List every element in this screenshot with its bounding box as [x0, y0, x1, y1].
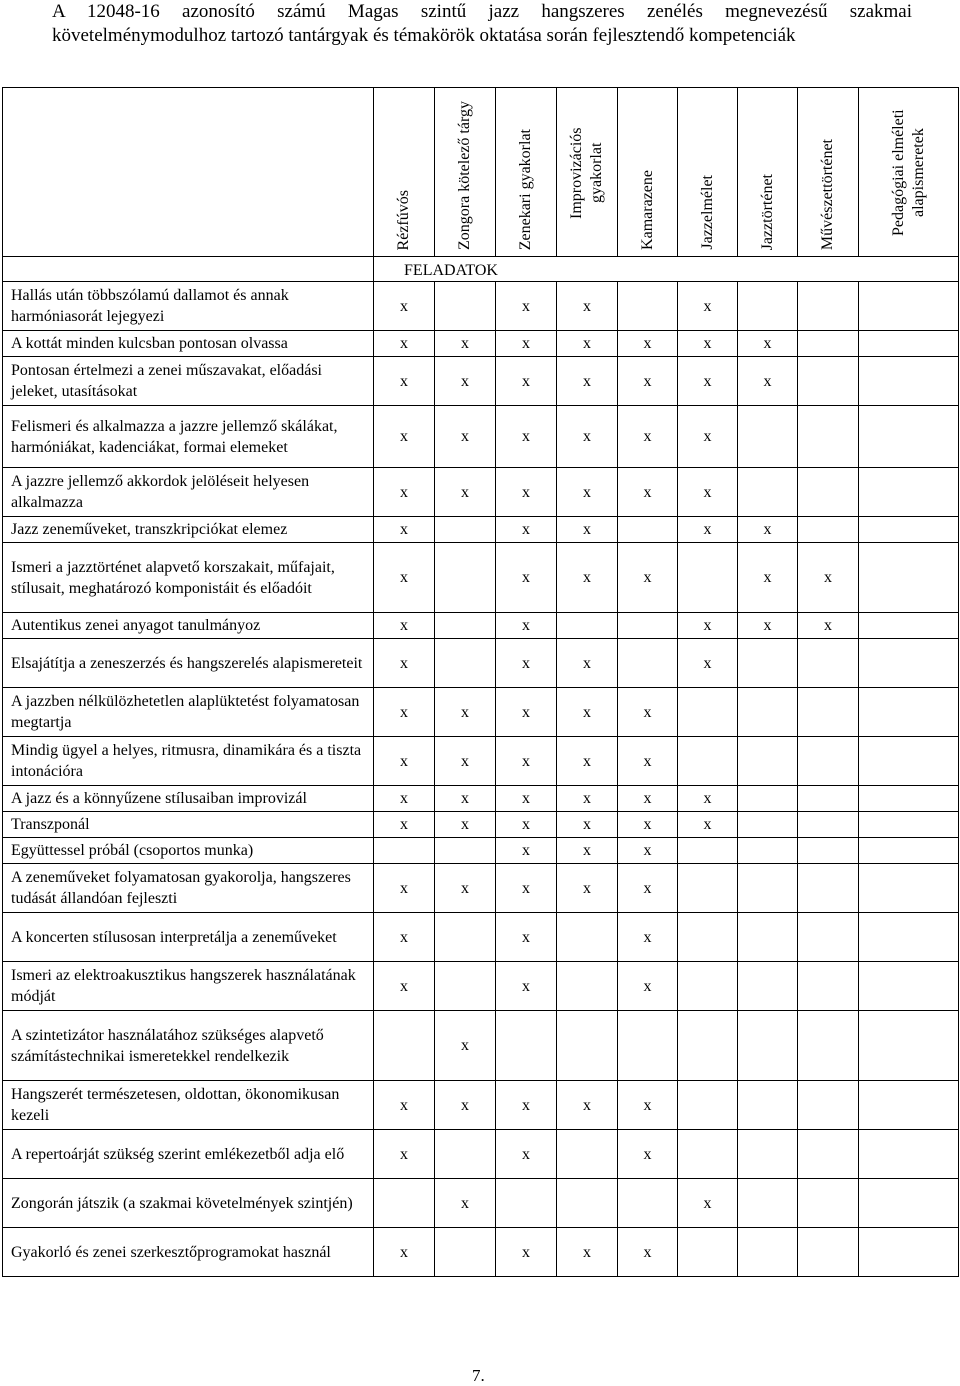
- mark-cell: [798, 406, 859, 468]
- mark-cell: x: [496, 331, 557, 357]
- mark-cell: [738, 737, 798, 786]
- mark-cell: [859, 468, 959, 517]
- mark-cell: [496, 1179, 557, 1228]
- mark-cell: [798, 1179, 859, 1228]
- mark-cell: [618, 613, 678, 639]
- mark-cell: x: [374, 517, 435, 543]
- table-row: [3, 737, 959, 786]
- mark-cell: [374, 1179, 435, 1228]
- mark-cell: [798, 812, 859, 838]
- mark-cell: [678, 864, 738, 913]
- mark-cell: x: [496, 1228, 557, 1277]
- mark-cell: [798, 838, 859, 864]
- mark-cell: x: [435, 357, 496, 406]
- column-header: [618, 88, 678, 257]
- mark-cell: [678, 1228, 738, 1277]
- task-cell: A jazz és a könnyűzene stílusaiban improvizál: [3, 786, 374, 812]
- mark-cell: x: [496, 639, 557, 688]
- section-label: [374, 257, 959, 282]
- mark-cell: [374, 838, 435, 864]
- mark-cell: x: [435, 1179, 496, 1228]
- mark-cell: x: [435, 786, 496, 812]
- task-cell: Ismeri a jazztörténet alapvető korszakait, műfajait, stílusait, meghatározó komponistáit és előadóit: [3, 543, 374, 613]
- mark-cell: [435, 962, 496, 1011]
- mark-cell: x: [374, 543, 435, 613]
- mark-cell: x: [374, 1081, 435, 1130]
- mark-cell: x: [557, 331, 618, 357]
- mark-cell: x: [618, 737, 678, 786]
- mark-cell: [798, 864, 859, 913]
- column-header-label: Improvizációs gyakorlat: [568, 127, 605, 219]
- mark-cell: x: [374, 786, 435, 812]
- task-cell: Elsajátítja a zeneszerzés és hangszerelés alapismereteit: [3, 639, 374, 688]
- mark-cell: [798, 913, 859, 962]
- mark-cell: [859, 1228, 959, 1277]
- mark-cell: x: [557, 838, 618, 864]
- mark-cell: [678, 962, 738, 1011]
- mark-cell: x: [618, 812, 678, 838]
- mark-cell: [435, 1228, 496, 1277]
- mark-cell: [859, 517, 959, 543]
- mark-cell: x: [618, 468, 678, 517]
- column-header: [678, 88, 738, 257]
- mark-cell: x: [496, 688, 557, 737]
- mark-cell: x: [618, 688, 678, 737]
- column-header: [374, 88, 435, 257]
- mark-cell: x: [374, 864, 435, 913]
- mark-cell: x: [678, 517, 738, 543]
- mark-cell: [435, 282, 496, 331]
- mark-cell: x: [557, 468, 618, 517]
- mark-cell: [859, 1130, 959, 1179]
- table-row: [3, 838, 959, 864]
- page-number: 7.: [472, 1366, 485, 1385]
- mark-cell: [798, 357, 859, 406]
- column-header-label: Művészettörténet: [819, 138, 836, 250]
- mark-cell: [859, 1179, 959, 1228]
- mark-cell: x: [678, 786, 738, 812]
- mark-cell: x: [557, 357, 618, 406]
- mark-cell: [859, 812, 959, 838]
- column-header-label: Zenekari gyakorlat: [517, 128, 534, 250]
- task-cell: Pontosan értelmezi a zenei műszavakat, előadási jeleket, utasításokat: [3, 357, 374, 406]
- mark-cell: [678, 1011, 738, 1081]
- mark-cell: x: [496, 357, 557, 406]
- task-cell: Gyakorló és zenei szerkesztőprogramokat használ: [3, 1228, 374, 1277]
- mark-cell: x: [618, 543, 678, 613]
- mark-cell: [557, 613, 618, 639]
- column-header-label: Jazztörténet: [758, 173, 776, 250]
- mark-cell: x: [374, 331, 435, 357]
- mark-cell: [859, 406, 959, 468]
- mark-cell: [557, 962, 618, 1011]
- mark-cell: [738, 468, 798, 517]
- mark-cell: [798, 737, 859, 786]
- mark-cell: x: [374, 1130, 435, 1179]
- task-cell: A kottát minden kulcsban pontosan olvassa: [3, 331, 374, 357]
- table-row: [3, 468, 959, 517]
- mark-cell: x: [738, 517, 798, 543]
- mark-cell: x: [374, 639, 435, 688]
- table-row: [3, 613, 959, 639]
- mark-cell: [738, 1011, 798, 1081]
- mark-cell: x: [435, 737, 496, 786]
- mark-cell: x: [618, 913, 678, 962]
- corner-cell: [3, 88, 374, 257]
- task-cell: Transzponál: [3, 812, 374, 838]
- mark-cell: [496, 1011, 557, 1081]
- mark-cell: [738, 1130, 798, 1179]
- mark-cell: x: [557, 282, 618, 331]
- column-header-label: Kamarazene: [638, 170, 656, 250]
- mark-cell: [738, 864, 798, 913]
- mark-cell: [798, 331, 859, 357]
- mark-cell: x: [496, 468, 557, 517]
- mark-cell: x: [496, 543, 557, 613]
- mark-cell: [859, 688, 959, 737]
- mark-cell: x: [557, 639, 618, 688]
- mark-cell: x: [618, 838, 678, 864]
- table-row: [3, 1130, 959, 1179]
- mark-cell: [859, 639, 959, 688]
- mark-cell: x: [557, 812, 618, 838]
- column-header-label: Pedagógiai elméleti alapismeretek: [889, 109, 927, 237]
- table-row: [3, 1011, 959, 1081]
- mark-cell: [738, 406, 798, 468]
- mark-cell: x: [496, 864, 557, 913]
- mark-cell: x: [374, 812, 435, 838]
- mark-cell: x: [678, 812, 738, 838]
- mark-cell: [678, 1130, 738, 1179]
- mark-cell: x: [435, 812, 496, 838]
- mark-cell: [738, 1228, 798, 1277]
- table-row: [3, 786, 959, 812]
- mark-cell: [859, 543, 959, 613]
- mark-cell: x: [618, 864, 678, 913]
- table-row: [3, 543, 959, 613]
- table-row: [3, 406, 959, 468]
- column-header-label: Rézfúvós: [395, 189, 412, 250]
- mark-cell: [557, 1011, 618, 1081]
- task-cell: Ismeri az elektroakusztikus hangszerek használatának módját: [3, 962, 374, 1011]
- mark-cell: x: [496, 838, 557, 864]
- mark-cell: [798, 1011, 859, 1081]
- mark-cell: [738, 639, 798, 688]
- mark-cell: x: [618, 1081, 678, 1130]
- mark-cell: [557, 1179, 618, 1228]
- mark-cell: x: [374, 613, 435, 639]
- task-cell: A szintetizátor használatához szükséges alapvető számítástechnikai ismeretekkel rendelkezik: [3, 1011, 374, 1081]
- mark-cell: [738, 913, 798, 962]
- mark-cell: [738, 1081, 798, 1130]
- mark-cell: [859, 613, 959, 639]
- task-rows: [3, 282, 959, 1277]
- mark-cell: x: [374, 913, 435, 962]
- mark-cell: x: [374, 688, 435, 737]
- mark-cell: [618, 517, 678, 543]
- mark-cell: x: [496, 1081, 557, 1130]
- column-header: [798, 88, 859, 257]
- column-header-row: [3, 88, 959, 257]
- mark-cell: [859, 331, 959, 357]
- mark-cell: [618, 639, 678, 688]
- task-cell: A repertoárját szükség szerint emlékezetből adja elő: [3, 1130, 374, 1179]
- task-cell: Hangszerét természetesen, oldottan, ökonomikusan kezeli: [3, 1081, 374, 1130]
- table-row: [3, 1081, 959, 1130]
- task-cell: A jazzre jellemző akkordok jelöléseit helyesen alkalmazza: [3, 468, 374, 517]
- mark-cell: x: [374, 282, 435, 331]
- mark-cell: [435, 613, 496, 639]
- table-row: [3, 331, 959, 357]
- competency-table: [2, 87, 959, 1277]
- mark-cell: x: [618, 1228, 678, 1277]
- mark-cell: x: [374, 406, 435, 468]
- mark-cell: x: [678, 282, 738, 331]
- mark-cell: [738, 838, 798, 864]
- mark-cell: [738, 962, 798, 1011]
- column-header: [859, 88, 959, 257]
- mark-cell: x: [738, 613, 798, 639]
- task-cell: A koncerten stílusosan interpretálja a zeneműveket: [3, 913, 374, 962]
- mark-cell: x: [496, 786, 557, 812]
- mark-cell: [798, 1228, 859, 1277]
- mark-cell: x: [435, 468, 496, 517]
- mark-cell: x: [618, 406, 678, 468]
- mark-cell: x: [678, 1179, 738, 1228]
- mark-cell: x: [678, 357, 738, 406]
- mark-cell: x: [374, 1228, 435, 1277]
- mark-cell: x: [678, 639, 738, 688]
- task-cell: A jazzben nélkülözhetetlen alaplüktetést folyamatosan megtartja: [3, 688, 374, 737]
- mark-cell: [859, 737, 959, 786]
- task-cell: Zongorán játszik (a szakmai követelmények szintjén): [3, 1179, 374, 1228]
- mark-cell: x: [798, 543, 859, 613]
- task-cell: Jazz zeneműveket, transzkripciókat elemez: [3, 517, 374, 543]
- mark-cell: [859, 786, 959, 812]
- mark-cell: [557, 1130, 618, 1179]
- mark-cell: [618, 1179, 678, 1228]
- mark-cell: [618, 282, 678, 331]
- mark-cell: x: [435, 331, 496, 357]
- mark-cell: x: [738, 331, 798, 357]
- mark-cell: x: [618, 1130, 678, 1179]
- mark-cell: [859, 1081, 959, 1130]
- mark-cell: [678, 688, 738, 737]
- mark-cell: [738, 688, 798, 737]
- table-row: [3, 1179, 959, 1228]
- task-cell: Hallás után többszólamú dallamot és annak harmóniasorát lejegyezi: [3, 282, 374, 331]
- table-row: [3, 688, 959, 737]
- mark-cell: [859, 357, 959, 406]
- mark-cell: [435, 838, 496, 864]
- mark-cell: [798, 282, 859, 331]
- mark-cell: x: [496, 517, 557, 543]
- mark-cell: [798, 468, 859, 517]
- mark-cell: x: [738, 543, 798, 613]
- mark-cell: x: [435, 688, 496, 737]
- mark-cell: [798, 1130, 859, 1179]
- mark-cell: x: [557, 517, 618, 543]
- table-row: [3, 913, 959, 962]
- task-cell: Felismeri és alkalmazza a jazzre jellemző skálákat, harmóniákat, kadenciákat, formai elemeket: [3, 406, 374, 468]
- mark-cell: x: [374, 962, 435, 1011]
- mark-cell: [798, 1081, 859, 1130]
- table-row: [3, 1228, 959, 1277]
- mark-cell: [859, 282, 959, 331]
- mark-cell: [435, 639, 496, 688]
- mark-cell: [859, 864, 959, 913]
- mark-cell: x: [557, 1228, 618, 1277]
- mark-cell: x: [678, 613, 738, 639]
- table-row: [3, 639, 959, 688]
- mark-cell: x: [618, 962, 678, 1011]
- mark-cell: [678, 913, 738, 962]
- mark-cell: x: [496, 962, 557, 1011]
- mark-cell: [374, 1011, 435, 1081]
- mark-cell: [435, 543, 496, 613]
- mark-cell: x: [557, 1081, 618, 1130]
- mark-cell: x: [496, 613, 557, 639]
- mark-cell: x: [496, 1130, 557, 1179]
- mark-cell: [557, 913, 618, 962]
- column-header: [496, 88, 557, 257]
- mark-cell: [738, 1179, 798, 1228]
- mark-cell: x: [618, 357, 678, 406]
- mark-cell: [435, 1130, 496, 1179]
- table-row: [3, 812, 959, 838]
- mark-cell: [738, 786, 798, 812]
- table-row: [3, 517, 959, 543]
- document-title: A 12048-16 azonosító számú Magas szintű jazz hangszeres zenélés megnevezésű szakmai követelménymodulhoz tartozó tantárgyak és témakörök oktatása során fejlesztendő kompetenciák: [52, 1, 912, 46]
- mark-cell: x: [678, 331, 738, 357]
- mark-cell: x: [435, 864, 496, 913]
- mark-cell: x: [618, 331, 678, 357]
- task-cell: Autentikus zenei anyagot tanulmányoz: [3, 613, 374, 639]
- mark-cell: x: [557, 864, 618, 913]
- mark-cell: x: [557, 786, 618, 812]
- task-cell: A zeneműveket folyamatosan gyakorolja, hangszeres tudását állandóan fejleszti: [3, 864, 374, 913]
- mark-cell: [798, 688, 859, 737]
- mark-cell: x: [557, 406, 618, 468]
- column-header-label: Zongora kötelező tárgy: [456, 101, 473, 250]
- mark-cell: x: [435, 1081, 496, 1130]
- column-header-label: Jazzelmélet: [698, 175, 716, 250]
- section-label-row: [3, 257, 959, 282]
- table-row: [3, 357, 959, 406]
- mark-cell: [859, 962, 959, 1011]
- column-header: [435, 88, 496, 257]
- mark-cell: [678, 1081, 738, 1130]
- mark-cell: x: [435, 406, 496, 468]
- mark-cell: x: [557, 737, 618, 786]
- mark-cell: [738, 812, 798, 838]
- section-label-spacer: [3, 257, 374, 282]
- mark-cell: x: [374, 737, 435, 786]
- mark-cell: [435, 913, 496, 962]
- section-label-text: FELADATOK: [404, 262, 498, 279]
- mark-cell: [618, 1011, 678, 1081]
- mark-cell: x: [435, 1011, 496, 1081]
- mark-cell: x: [496, 812, 557, 838]
- mark-cell: x: [374, 357, 435, 406]
- mark-cell: [798, 786, 859, 812]
- mark-cell: [859, 1011, 959, 1081]
- task-cell: Mindig ügyel a helyes, ritmusra, dinamikára és a tiszta intonációra: [3, 737, 374, 786]
- mark-cell: x: [798, 613, 859, 639]
- mark-cell: x: [496, 406, 557, 468]
- mark-cell: x: [678, 468, 738, 517]
- mark-cell: x: [496, 913, 557, 962]
- column-header: [557, 88, 618, 257]
- mark-cell: x: [618, 786, 678, 812]
- mark-cell: x: [557, 688, 618, 737]
- mark-cell: [678, 737, 738, 786]
- table-row: [3, 864, 959, 913]
- mark-cell: x: [374, 468, 435, 517]
- mark-cell: [678, 838, 738, 864]
- mark-cell: [859, 913, 959, 962]
- table-row: [3, 282, 959, 331]
- mark-cell: [798, 962, 859, 1011]
- mark-cell: [435, 517, 496, 543]
- mark-cell: x: [738, 357, 798, 406]
- mark-cell: [738, 282, 798, 331]
- mark-cell: x: [678, 406, 738, 468]
- mark-cell: x: [557, 543, 618, 613]
- mark-cell: [859, 838, 959, 864]
- mark-cell: [798, 639, 859, 688]
- table-row: [3, 962, 959, 1011]
- mark-cell: [798, 517, 859, 543]
- mark-cell: [678, 543, 738, 613]
- mark-cell: x: [496, 282, 557, 331]
- task-cell: Együttessel próbál (csoportos munka): [3, 838, 374, 864]
- column-header: [738, 88, 798, 257]
- mark-cell: x: [496, 737, 557, 786]
